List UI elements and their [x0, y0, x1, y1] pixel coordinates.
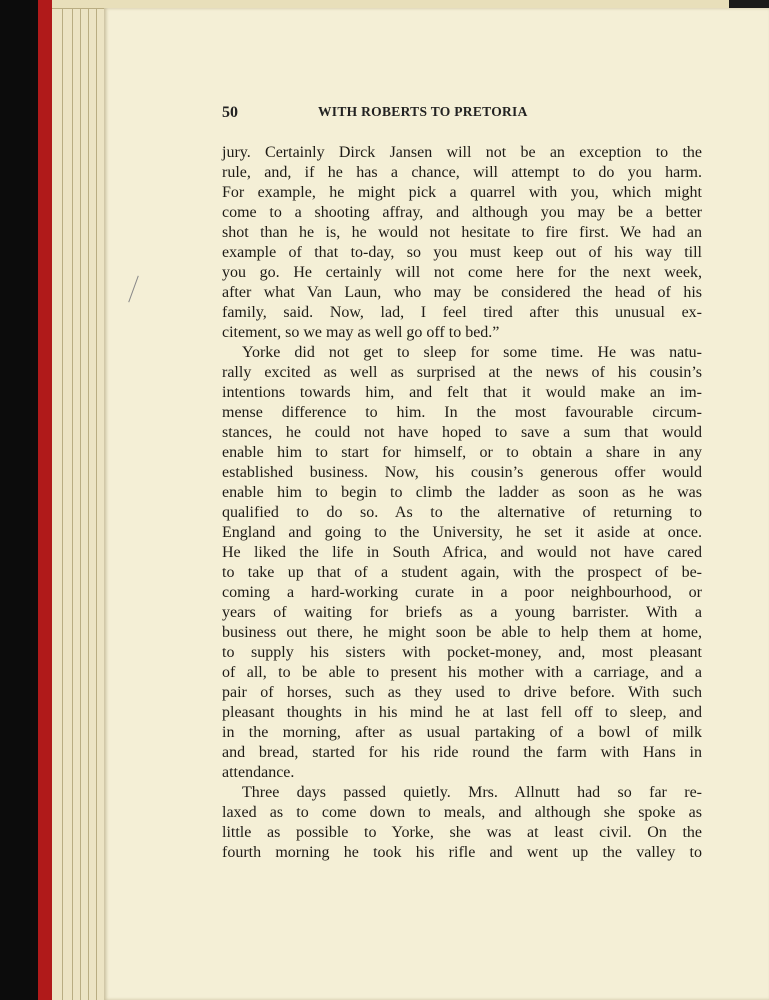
text-line: little as possible to Yorke, she was at least civil. On the	[222, 824, 702, 841]
text-line: rally excited as well as surprised at the news of his cousin’s	[222, 364, 702, 381]
text-line: stances, he could not have hoped to save a sum that would	[222, 424, 702, 441]
text-line: family, said. Now, lad, I feel tired after this unusual ex-	[222, 304, 702, 321]
background-corner	[729, 0, 769, 8]
running-header	[222, 104, 702, 124]
body-text	[222, 143, 702, 863]
text-line: attendance.	[222, 764, 295, 781]
running-title: WITH ROBERTS TO PRETORIA	[318, 104, 528, 119]
text-line: For example, he might pick a quarrel with you, which might	[222, 184, 702, 201]
text-line: coming a hard-working curate in a poor neighbourhood, or	[222, 584, 702, 601]
text-line: jury. Certainly Dirck Jansen will not be an exception to the	[222, 144, 702, 161]
text-line: and bread, started for his ride round the farm with Hans in	[222, 744, 702, 761]
text-line: pair of horses, such as they used to drive before. With such	[222, 684, 702, 701]
book-cover-edge	[38, 0, 52, 1000]
text-line: business out there, he might soon be able to help them at home,	[222, 624, 702, 641]
text-line: mense difference to him. In the most favourable circum-	[222, 404, 702, 421]
text-line: fourth morning he took his rifle and went up the valley to	[222, 844, 702, 861]
text-line: in the morning, after as usual partaking of a bowl of milk	[222, 724, 702, 741]
text-line: qualified to do so. As to the alternative of returning to	[222, 504, 702, 521]
text-line: example of that to-day, so you must keep out of his way till	[222, 244, 702, 261]
text-line: years of waiting for briefs as a young barrister. With a	[222, 604, 702, 621]
text-line: shot than he is, he would not hesitate to fire first. We had an	[222, 224, 702, 241]
text-line: you go. He certainly will not come here for the next week,	[222, 264, 702, 281]
page-number: 50	[222, 104, 238, 121]
text-line: pleasant thoughts in his mind he at last fell off to sleep, and	[222, 704, 702, 721]
text-line: after what Van Laun, who may be considered the head of his	[222, 284, 702, 301]
text-line: come to a shooting affray, and although you may be a better	[222, 204, 702, 221]
text-line: England and going to the University, he set it aside at once.	[222, 524, 702, 541]
text-line: Three days passed quietly. Mrs. Allnutt had so far re-	[242, 784, 702, 801]
text-line: to take up that of a student again, with the prospect of be-	[222, 564, 702, 581]
text-line: enable him to begin to climb the ladder as soon as he was	[222, 484, 702, 501]
text-line: intentions towards him, and felt that it would make an im-	[222, 384, 702, 401]
page-stack-edges	[52, 0, 112, 1000]
text-line: of all, to be able to present his mother with a carriage, and a	[222, 664, 702, 681]
text-line: to supply his sisters with pocket-money, and, most pleasant	[222, 644, 702, 661]
text-line: laxed as to come down to meals, and although she spoke as	[222, 804, 702, 821]
text-line: citement, so we may as well go off to bed.”	[222, 324, 500, 341]
text-line: established business. Now, his cousin’s generous offer would	[222, 464, 702, 481]
text-line: rule, and, if he has a chance, will attempt to do you harm.	[222, 164, 702, 181]
text-line: He liked the life in South Africa, and would not have cared	[222, 544, 702, 561]
text-line: Yorke did not get to sleep for some time. He was natu-	[242, 344, 702, 361]
text-line: enable him to start for himself, or to obtain a share in any	[222, 444, 702, 461]
